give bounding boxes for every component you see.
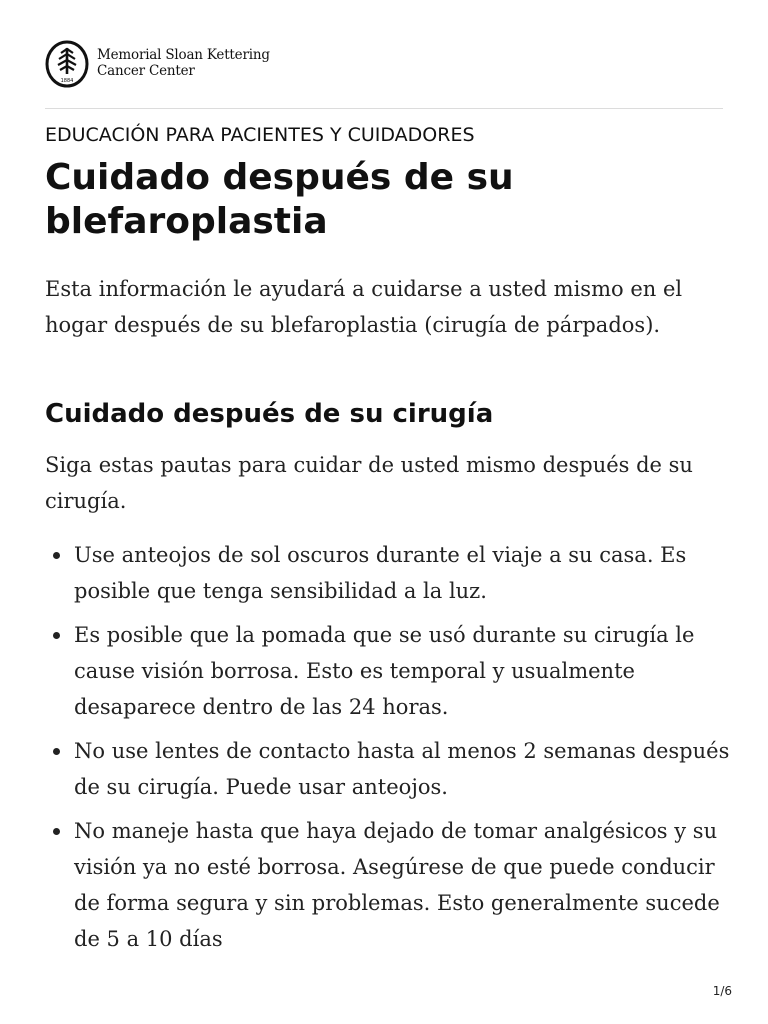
list-item-text: Es posible que la pomada que se usó durante su cirugía le cause visión borrosa. Esto es temporal y usualmente desaparece dentro de las 24 horas. [74,623,695,719]
page-number: 1/6 [712,984,732,998]
header-divider [45,108,723,109]
list-item [45,537,735,609]
page-header [45,38,723,108]
page-title: Cuidado después de su blefaroplastia [45,157,514,242]
bullet-icon [53,748,60,755]
section-heading: Cuidado después de su cirugía [45,399,494,429]
org-name [97,47,270,79]
org-name-line1: Memorial Sloan Kettering [97,47,270,63]
intro-paragraph: Esta información le ayudará a cuidarse a usted mismo en el hogar después de su blefaroplastia (cirugía de párpados). [45,277,683,337]
list-item [45,813,735,957]
bullet-icon [53,828,60,835]
list-item-text: No maneje hasta que haya dejado de tomar analgésicos y su visión ya no esté borrosa. Asegúrese de que puede conducir de forma segura y sin problemas. Esto generalmente sucede de 5 a 10 días [74,819,720,951]
org-name-line2: Cancer Center [97,63,195,79]
list-item [45,733,735,805]
section-intro-paragraph: Siga estas pautas para cuidar de usted mismo después de su cirugía. [45,453,693,513]
list-item-text: Use anteojos de sol oscuros durante el viaje a su casa. Es posible que tenga sensibilidad a la luz. [74,543,687,603]
list-item [45,617,735,725]
msk-tree-logo-icon [45,40,89,88]
care-guidelines-list [45,537,735,965]
list-item-text: No use lentes de contacto hasta al menos 2 semanas después de su cirugía. Puede usar anteojos. [74,739,730,799]
logo-year: 1884 [60,78,74,84]
bullet-icon [53,632,60,639]
category-label: EDUCACIÓN PARA PACIENTES Y CUIDADORES [45,124,475,146]
bullet-icon [53,552,60,559]
